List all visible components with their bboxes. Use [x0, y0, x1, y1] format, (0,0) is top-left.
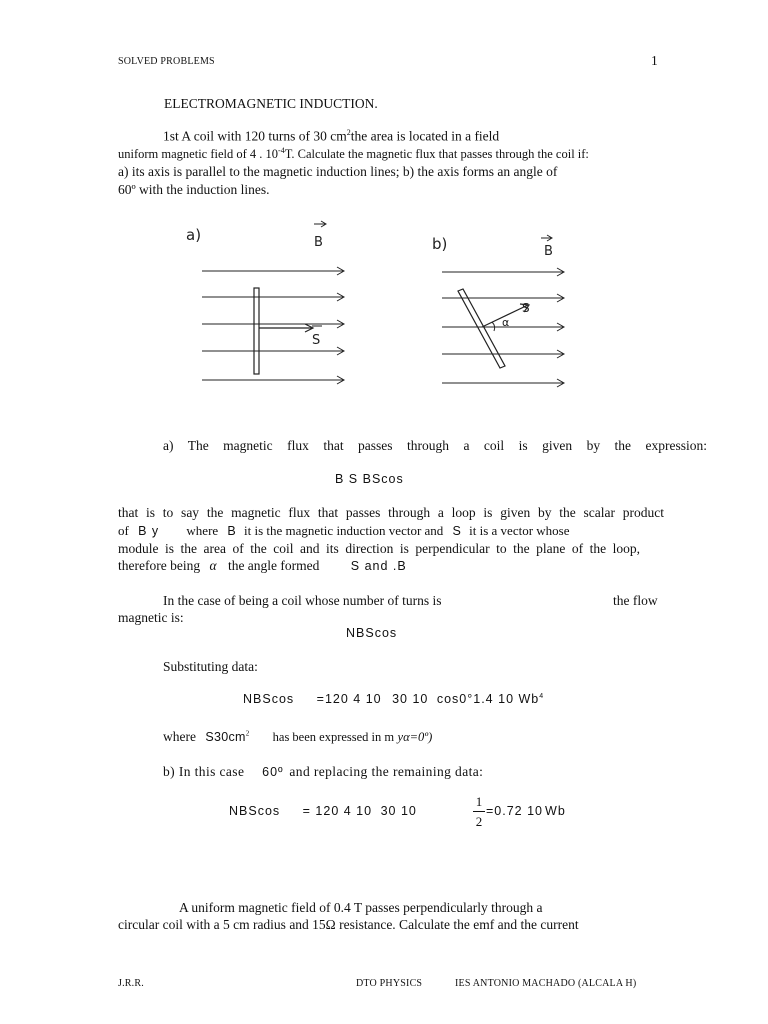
para1-line4: therefore being α the angle formed S and .B	[118, 558, 407, 573]
case-b-line: b) In this case 60º and replacing the remaining data:	[163, 764, 484, 779]
fraction-bar	[473, 811, 485, 812]
label-S-b: S	[522, 301, 530, 315]
label-S-a: S	[312, 333, 321, 348]
figure-b	[420, 225, 580, 395]
header-left: SOLVED PROBLEMS	[118, 56, 215, 67]
page-number: 1	[651, 53, 658, 68]
formula-result-b: =0.72 10 Wb	[486, 804, 566, 818]
para2-line1b: the flow	[613, 593, 658, 608]
page-title: ELECTROMAGNETIC INDUCTION.	[164, 96, 378, 111]
label-B-a: B	[314, 235, 323, 250]
fraction-numerator: 1	[475, 794, 483, 809]
problem1-line1: 1st A coil with 120 turns of 30 $cm^2the$ area is located in a field	[163, 128, 500, 144]
formula-substitution-a: NBScos =120 4 10 30 10 cos0°1.4 10 Wb$^4$	[243, 692, 545, 706]
figure-a	[180, 220, 360, 395]
solution-a-intro: a) The magnetic flux that passes through a coil is given by the expression:	[163, 438, 707, 453]
para1-line2: of B y where B it is the magnetic induction vector and S it is a vector whose	[118, 523, 570, 538]
formula-coil-flux: NBScos	[346, 626, 398, 640]
para1-line1: that is to say the magnetic flux that passes through a loop is given by the scalar product	[118, 505, 664, 520]
label-B-b: B	[544, 244, 553, 259]
problem2-line2: circular coil with a 5 cm radius and 15Ω resistance. Calculate the emf and the current	[118, 917, 579, 932]
substituting-label: Substituting data:	[163, 659, 258, 674]
problem1-line4: 60º with the induction lines.	[118, 182, 270, 197]
para2-line2: magnetic is:	[118, 610, 184, 625]
label-b: b)	[432, 235, 448, 253]
problem1-line3: a) its axis is parallel to the magnetic induction lines; b) the axis forms an angle of	[118, 164, 558, 179]
para1-line3: module is the area of the coil and its direction is perpendicular to the plane of the loop,	[118, 541, 640, 556]
label-a: a)	[186, 226, 202, 244]
formula-flux: B S BScos	[335, 472, 404, 486]
footer-center: DTO PHYSICS	[356, 978, 423, 989]
problem2-line1: A uniform magnetic field of 0.4 T passes perpendicularly through a	[179, 900, 543, 915]
problem1-line2: uniform magnetic field of 4 . $10^{-4}T$. Calculate the magnetic flux that passes through the coil if:	[118, 146, 589, 162]
where-line: where $S30cm^2$ has been expressed in m yα=0º)	[163, 729, 433, 744]
formula-substitution-b: NBScos = 120 4 10 30 10	[229, 804, 417, 818]
label-alpha: α	[502, 316, 510, 329]
fraction-denominator: 2	[475, 814, 483, 829]
para2-line1a: In the case of being a coil whose number of turns is	[163, 593, 442, 608]
footer-right: IES ANTONIO MACHADO (ALCALA H)	[455, 978, 637, 989]
footer-left: J.R.R.	[118, 978, 144, 989]
